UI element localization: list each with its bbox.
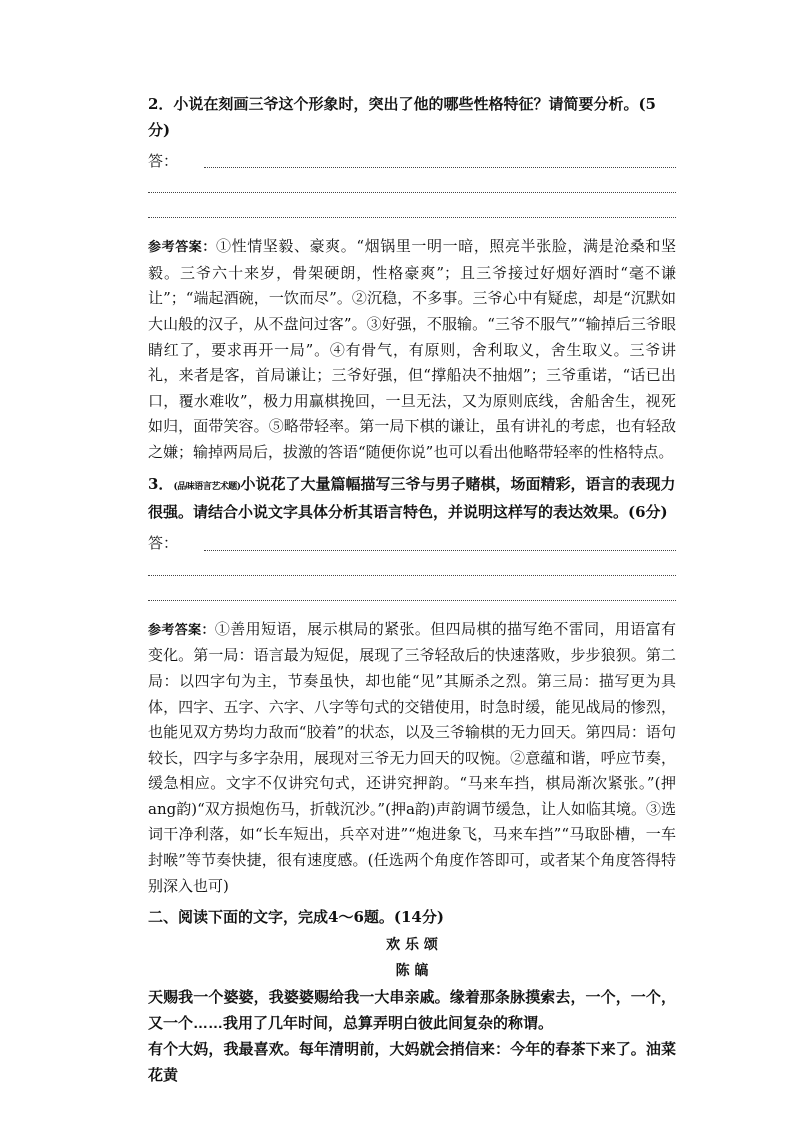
section-2-title: 二、阅读下面的文字，完成4～6题。(14分) <box>148 908 444 927</box>
answer-row-2[interactable] <box>148 174 676 199</box>
answer-line[interactable] <box>148 563 676 576</box>
answer-row-3[interactable] <box>148 199 676 224</box>
story-author: 陈 皜 <box>395 962 429 979</box>
question-2-title: 2．小说在刻画三爷这个形象时，突出了他的哪些性格特征？请简要分析。(5分) <box>148 95 656 139</box>
answer-row-1[interactable] <box>148 149 676 174</box>
reference-answer-label: 参考答案： <box>148 240 216 256</box>
answer-label: 答： <box>148 151 179 170</box>
answer-row-3[interactable] <box>148 582 676 607</box>
reference-answer-text: ①善用短语，展示棋局的紧张。但四局棋的描写绝不雷同，用语富有变化。第一局：语言最为短促，展现了三爷轻敌后的快速落败，步步狼狈。第二局：以四字句为主，节奏虽快，却也能“见”其厮杀之烈。第三局：描写更为具体，四字、五字、六字、八字等句式的交错使用，时急时缓，能见战局的惨烈，也能见双方势均力敌而“胶着”的状态，以及三爷输棋的无力回天。第四局：语句较长，四字与多字杂用，展现对三爷无力回天的叹惋。②意蕴和谐，呼应节奏，缓急相应。文字不仅讲究句式，还讲究押韵。“马来车挡，棋局渐次紧张。”(押ang韵)“双方损炮伤马，折戟沉沙。”(押a韵)声韵调节缓急，让人如临其境。③选词干净利落，如“长车短出，兵卒对进”“炮进象飞，马来车挡”“马取卧槽，一车封喉”等节奏快捷，很有速度感。(任选两个角度作答即可，或者某个角度答得特别深入也可) <box>148 619 676 895</box>
answer-row-1[interactable] <box>148 532 676 557</box>
story-paragraph-1: 天赐我一个婆婆，我婆婆赐给我一大串亲戚。缘着那条脉摸索去，一个，一个，又一个……我用了几年时间，总算弄明白彼此间复杂的称谓。 <box>148 988 676 1032</box>
answer-line[interactable] <box>204 538 676 551</box>
reference-answer-text: ①性情坚毅、豪爽。“烟锅里一明一暗，照亮半张脸，满是沧桑和坚毅。三爷六十来岁，骨架硬朗，性格豪爽”；且三爷接过好烟好酒时“毫不谦让”；“端起酒碗，一饮而尽”。②沉稳，不多事。三爷心中有疑虑，却是“沉默如大山般的汉子，从不盘问过客”。③好强，不服输。“三爷不服气”“输掉后三爷眼睛红了，要求再开一局”。④有骨气，有原则，舍利取义，舍生取义。三爷讲礼，来者是客，首局谦让；三爷好强，但“撑船决不抽烟”；三爷重诺，“话已出口，覆水难收”，极力用赢棋挽回，一旦无法，又为原则底线，舍船舍生，视死如归，面带笑容。⑤略带轻率。第一局下棋的谦让，虽有讲礼的考虑，也有轻敌之嫌；输掉两局后，拔激的答语“随便你说”也可以看出他略带轻率的性格特点。 <box>148 237 676 461</box>
question-type-tag: (品味语言艺术题) <box>173 481 241 492</box>
document-page <box>148 92 676 1089</box>
story-title: 欢 乐 颂 <box>386 936 438 953</box>
answer-2-reference <box>148 234 676 465</box>
question-3-title <box>148 472 676 526</box>
answer-line[interactable] <box>148 180 676 193</box>
reference-answer-label: 参考答案： <box>148 622 215 638</box>
answer-line[interactable] <box>204 155 676 168</box>
question-number: 3． <box>148 474 174 493</box>
story-paragraph-2: 有个大妈，我最喜欢。每年清明前，大妈就会捎信来：今年的春茶下来了。油菜花黄 <box>148 1040 676 1084</box>
answer-label: 答： <box>148 534 179 553</box>
answer-line[interactable] <box>148 588 676 601</box>
answer-line[interactable] <box>148 205 676 218</box>
question-2-answer-area[interactable] <box>148 149 676 224</box>
question-text: 小说花了大量篇幅描写三爷与男子赌棋，场面精彩，语言的表现力很强。请结合小说文字具体分析其语言特色，并说明这样写的表达效果。(6分) <box>148 474 676 522</box>
answer-3-reference <box>148 617 676 900</box>
question-3-answer-area[interactable] <box>148 532 676 607</box>
answer-row-2[interactable] <box>148 557 676 582</box>
